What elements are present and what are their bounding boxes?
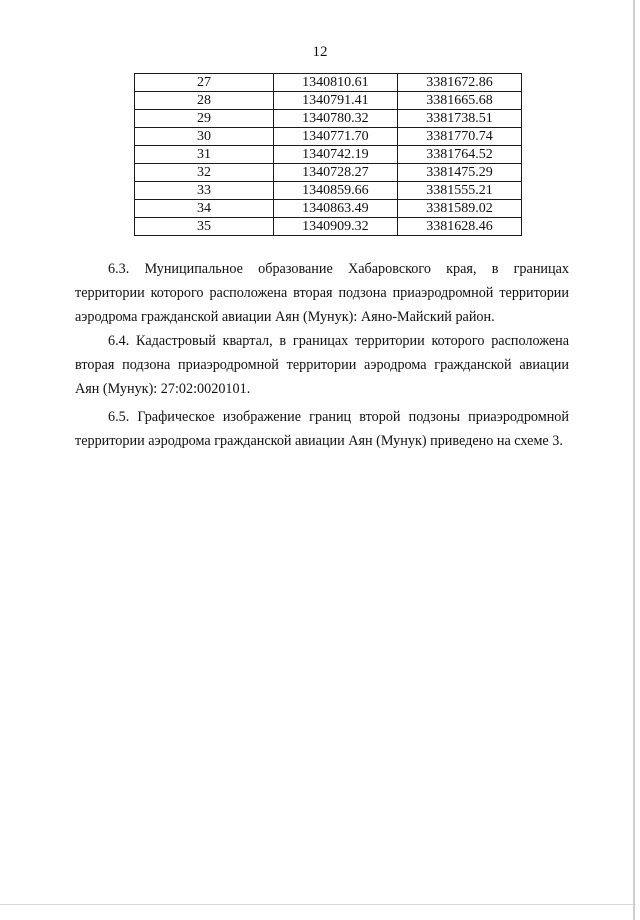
point-number-cell: 27 (135, 74, 274, 92)
y-coordinate-cell: 3381555.21 (397, 182, 521, 200)
paragraph-6-5 (75, 405, 569, 453)
point-number-cell: 35 (135, 218, 274, 236)
x-coordinate-cell: 1340810.61 (273, 74, 397, 92)
table-row (135, 92, 522, 110)
y-coordinate-cell: 3381764.52 (397, 146, 521, 164)
scan-edge-bottom (0, 904, 636, 905)
point-number-cell: 32 (135, 164, 274, 182)
coordinates-table (134, 73, 522, 236)
table-row (135, 74, 522, 92)
x-coordinate-cell: 1340728.27 (273, 164, 397, 182)
x-coordinate-cell: 1340780.32 (273, 110, 397, 128)
paragraph-6-4 (75, 329, 569, 401)
point-number-cell: 33 (135, 182, 274, 200)
y-coordinate-cell: 3381672.86 (397, 74, 521, 92)
paragraph-text: 6.3. Муниципальное образование Хабаровского края, в границах территории которого расположена вторая подзона приаэродромной территории аэродрома гражданской авиации Аян (Мунук): Аяно-Майский район. (75, 261, 569, 325)
table-row (135, 164, 522, 182)
x-coordinate-cell: 1340859.66 (273, 182, 397, 200)
point-number-cell: 28 (135, 92, 274, 110)
paragraph-6-3 (75, 257, 569, 329)
x-coordinate-cell: 1340791.41 (273, 92, 397, 110)
paragraph-text: 6.4. Кадастровый квартал, в границах территории которого расположена вторая подзона приаэродромной территории аэродрома гражданской авиации Аян (Мунук): 27:02:0020101. (75, 333, 569, 397)
table-row (135, 218, 522, 236)
y-coordinate-cell: 3381770.74 (397, 128, 521, 146)
table-row (135, 110, 522, 128)
page-number: 12 (312, 44, 328, 60)
y-coordinate-cell: 3381589.02 (397, 200, 521, 218)
x-coordinate-cell: 1340771.70 (273, 128, 397, 146)
scan-edge-right (633, 0, 635, 920)
table-row (135, 200, 522, 218)
point-number-cell: 31 (135, 146, 274, 164)
paragraph-text: 6.5. Графическое изображение границ второй подзоны приаэродромной территории аэродрома гражданской авиации Аян (Мунук) приведено на схеме 3. (75, 409, 569, 449)
table-row (135, 128, 522, 146)
point-number-cell: 29 (135, 110, 274, 128)
point-number-cell: 34 (135, 200, 274, 218)
y-coordinate-cell: 3381628.46 (397, 218, 521, 236)
x-coordinate-cell: 1340742.19 (273, 146, 397, 164)
point-number-cell: 30 (135, 128, 274, 146)
y-coordinate-cell: 3381665.68 (397, 92, 521, 110)
y-coordinate-cell: 3381738.51 (397, 110, 521, 128)
y-coordinate-cell: 3381475.29 (397, 164, 521, 182)
x-coordinate-cell: 1340909.32 (273, 218, 397, 236)
table-row (135, 182, 522, 200)
table-row (135, 146, 522, 164)
x-coordinate-cell: 1340863.49 (273, 200, 397, 218)
